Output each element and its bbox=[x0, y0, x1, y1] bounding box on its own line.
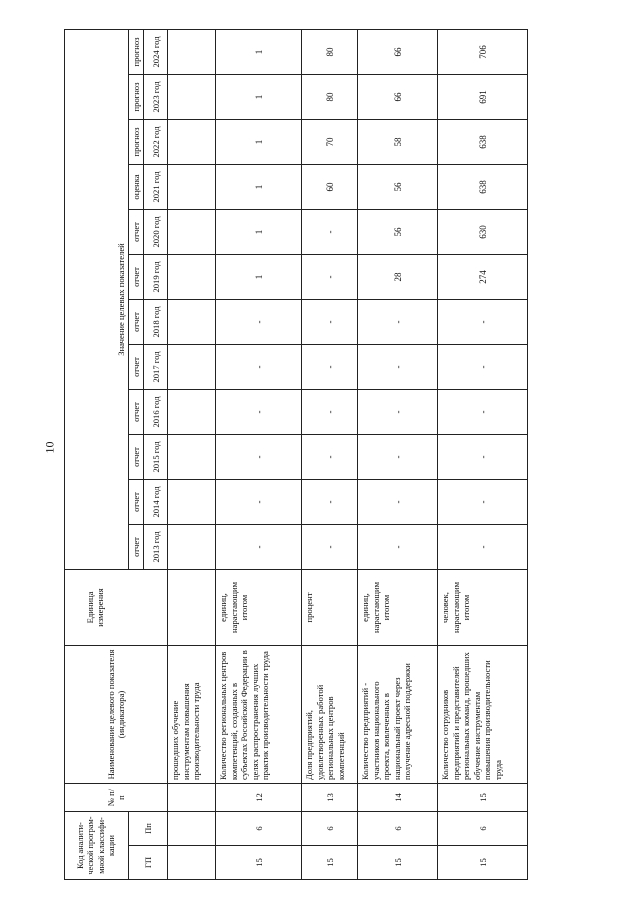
header-type-2021: оценка bbox=[129, 165, 144, 210]
row-value-2016: - bbox=[438, 390, 528, 435]
row-value-2016 bbox=[168, 390, 216, 435]
row-indicator-name: Доля предприятий, удовлетворенных работой региональных центров компетенций bbox=[302, 646, 358, 784]
row-value-2013: - bbox=[216, 525, 302, 570]
header-type-2015: отчет bbox=[129, 435, 144, 480]
row-value-2023: 1 bbox=[216, 75, 302, 120]
row-value-2024 bbox=[168, 29, 216, 74]
table-row bbox=[438, 29, 528, 879]
header-unit: Единица измерения bbox=[65, 570, 168, 646]
row-value-2017: - bbox=[358, 345, 438, 390]
header-gp: ГП bbox=[129, 846, 168, 880]
header-type-2016: отчет bbox=[129, 390, 144, 435]
row-indicator-name: прошедших обучение инструментам повышения производительности труда bbox=[168, 646, 216, 784]
table-row bbox=[216, 29, 302, 879]
row-value-2020: 630 bbox=[438, 210, 528, 255]
header-year-2013: 2013 год bbox=[144, 525, 168, 570]
row-unit bbox=[168, 570, 216, 646]
row-pp: 6 bbox=[358, 812, 438, 846]
header-num: № п/п bbox=[65, 784, 168, 812]
row-value-2013: - bbox=[438, 525, 528, 570]
row-value-2015: - bbox=[302, 435, 358, 480]
row-value-2019: - bbox=[302, 255, 358, 300]
row-pp bbox=[168, 812, 216, 846]
row-value-2014: - bbox=[438, 480, 528, 525]
header-type-2018: отчет bbox=[129, 300, 144, 345]
row-value-2017: - bbox=[216, 345, 302, 390]
row-gp bbox=[168, 846, 216, 880]
row-value-2014: - bbox=[302, 480, 358, 525]
row-unit: единиц, нарастающим итогом bbox=[216, 570, 302, 646]
row-indicator-name: Количество региональных центров компетенций, созданных в субъектах Российской Федерации в целях распространения лучших практик производительности труда bbox=[216, 646, 302, 784]
header-name: Наименование целевого показателя (индикатора) bbox=[65, 646, 168, 784]
row-value-2013 bbox=[168, 525, 216, 570]
header-type-2019: отчет bbox=[129, 255, 144, 300]
row-gp: 15 bbox=[358, 846, 438, 880]
table-row bbox=[358, 29, 438, 879]
row-value-2014: - bbox=[358, 480, 438, 525]
row-value-2019: 1 bbox=[216, 255, 302, 300]
row-value-2023: 80 bbox=[302, 75, 358, 120]
row-indicator-name: Количество предприятий - участников национального проекта, вовлеченных в национальный проект через получение адресной поддержки bbox=[358, 646, 438, 784]
table-row bbox=[302, 29, 358, 879]
row-value-2016: - bbox=[302, 390, 358, 435]
row-value-2016: - bbox=[216, 390, 302, 435]
row-value-2014 bbox=[168, 480, 216, 525]
header-year-2021: 2021 год bbox=[144, 165, 168, 210]
row-value-2022 bbox=[168, 120, 216, 165]
header-type-2022: прогноз bbox=[129, 120, 144, 165]
row-value-2013: - bbox=[302, 525, 358, 570]
row-value-2024: 1 bbox=[216, 29, 302, 74]
header-year-2016: 2016 год bbox=[144, 390, 168, 435]
header-type-2013: отчет bbox=[129, 525, 144, 570]
row-value-2022: 58 bbox=[358, 120, 438, 165]
row-value-2017 bbox=[168, 345, 216, 390]
row-value-2024: 80 bbox=[302, 29, 358, 74]
header-type-2023: прогноз bbox=[129, 75, 144, 120]
header-values-group: Значение целевых показателей bbox=[65, 29, 129, 569]
row-value-2021: 638 bbox=[438, 165, 528, 210]
header-type-2017: отчет bbox=[129, 345, 144, 390]
row-value-2018 bbox=[168, 300, 216, 345]
row-value-2022: 1 bbox=[216, 120, 302, 165]
row-value-2021: 56 bbox=[358, 165, 438, 210]
header-year-2020: 2020 год bbox=[144, 210, 168, 255]
header-year-2023: 2023 год bbox=[144, 75, 168, 120]
row-value-2021 bbox=[168, 165, 216, 210]
row-unit: процент bbox=[302, 570, 358, 646]
row-gp: 15 bbox=[438, 846, 528, 880]
row-value-2013: - bbox=[358, 525, 438, 570]
row-gp: 15 bbox=[216, 846, 302, 880]
table-row bbox=[168, 29, 216, 879]
header-code: Код аналити-ческой програм-мной классифи-кации bbox=[65, 812, 129, 880]
row-value-2017: - bbox=[302, 345, 358, 390]
row-value-2014: - bbox=[216, 480, 302, 525]
row-value-2020: 1 bbox=[216, 210, 302, 255]
row-value-2018: - bbox=[438, 300, 528, 345]
row-num bbox=[168, 784, 216, 812]
row-value-2018: - bbox=[302, 300, 358, 345]
row-value-2024: 706 bbox=[438, 29, 528, 74]
row-value-2021: 1 bbox=[216, 165, 302, 210]
header-type-2020: отчет bbox=[129, 210, 144, 255]
row-value-2023 bbox=[168, 75, 216, 120]
row-value-2020: - bbox=[302, 210, 358, 255]
row-value-2018: - bbox=[216, 300, 302, 345]
header-year-2015: 2015 год bbox=[144, 435, 168, 480]
row-value-2015: - bbox=[438, 435, 528, 480]
header-year-2017: 2017 год bbox=[144, 345, 168, 390]
header-type-2014: отчет bbox=[129, 480, 144, 525]
row-indicator-name: Количество сотрудников предприятий и представителей региональных команд, прошедших обучение инструментам повышения производительности труда bbox=[438, 646, 528, 784]
row-gp: 15 bbox=[302, 846, 358, 880]
row-value-2018: - bbox=[358, 300, 438, 345]
row-unit: единиц, нарастающим итогом bbox=[358, 570, 438, 646]
row-num: 14 bbox=[358, 784, 438, 812]
row-value-2015: - bbox=[216, 435, 302, 480]
row-value-2023: 66 bbox=[358, 75, 438, 120]
row-unit: человек, нарастающим итогом bbox=[438, 570, 528, 646]
row-value-2015: - bbox=[358, 435, 438, 480]
row-num: 12 bbox=[216, 784, 302, 812]
row-num: 13 bbox=[302, 784, 358, 812]
header-year-2024: 2024 год bbox=[144, 29, 168, 74]
row-value-2022: 70 bbox=[302, 120, 358, 165]
header-year-2018: 2018 год bbox=[144, 300, 168, 345]
row-pp: 6 bbox=[216, 812, 302, 846]
row-value-2019 bbox=[168, 255, 216, 300]
page-number: 10 bbox=[42, 441, 57, 454]
row-value-2020: 56 bbox=[358, 210, 438, 255]
row-value-2023: 691 bbox=[438, 75, 528, 120]
row-value-2015 bbox=[168, 435, 216, 480]
row-value-2024: 66 bbox=[358, 29, 438, 74]
row-num: 15 bbox=[438, 784, 528, 812]
header-year-2014: 2014 год bbox=[144, 480, 168, 525]
header-year-2019: 2019 год bbox=[144, 255, 168, 300]
row-value-2016: - bbox=[358, 390, 438, 435]
header-type-2024: прогноз bbox=[129, 29, 144, 74]
row-value-2019: 28 bbox=[358, 255, 438, 300]
row-value-2021: 60 bbox=[302, 165, 358, 210]
rotated-table-container bbox=[64, 30, 584, 880]
row-value-2020 bbox=[168, 210, 216, 255]
table-body bbox=[168, 29, 528, 879]
row-value-2022: 638 bbox=[438, 120, 528, 165]
indicators-table bbox=[64, 29, 528, 880]
row-value-2019: 274 bbox=[438, 255, 528, 300]
row-value-2017: - bbox=[438, 345, 528, 390]
row-pp: 6 bbox=[302, 812, 358, 846]
header-year-2022: 2022 год bbox=[144, 120, 168, 165]
header-pp: Пп bbox=[129, 812, 168, 846]
row-pp: 6 bbox=[438, 812, 528, 846]
